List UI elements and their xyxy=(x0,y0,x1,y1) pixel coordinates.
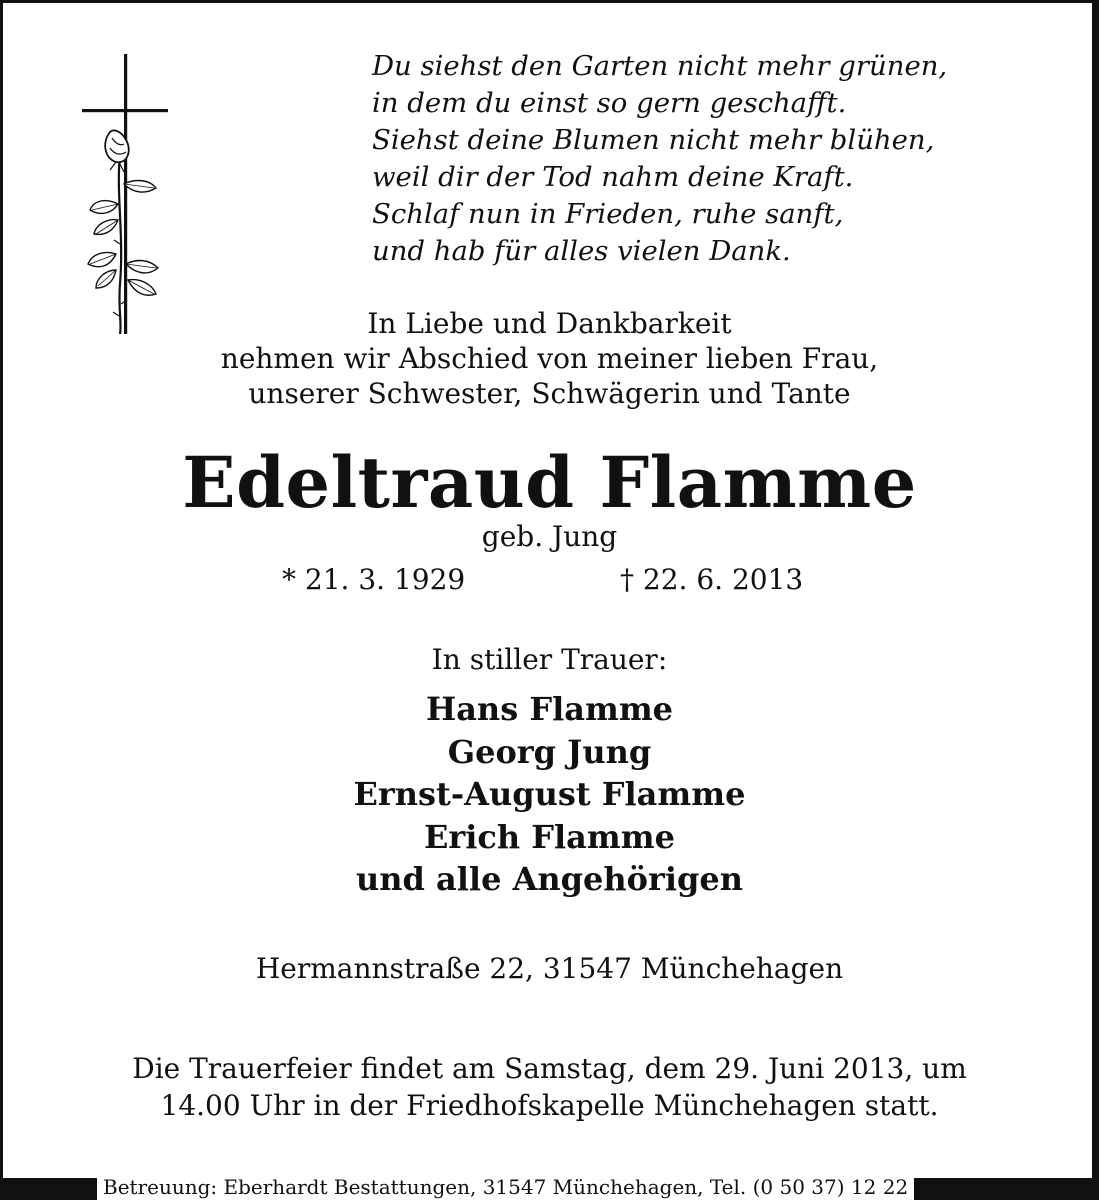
intro-line: In Liebe und Dankbarkeit xyxy=(367,307,732,340)
service-line: 14.00 Uhr in der Friedhofskapelle Münchehagen statt. xyxy=(160,1089,939,1122)
mourner-name: Georg Jung xyxy=(447,732,652,771)
poem-line: in dem du einst so gern geschafft. xyxy=(372,87,847,119)
poem-line: und hab für alles vielen Dank. xyxy=(372,235,791,267)
cross-with-rose-icon xyxy=(80,54,180,339)
deceased-name: Edeltraud Flamme xyxy=(182,441,917,524)
intro-line: nehmen wir Abschied von meiner lieben Frau, xyxy=(220,342,879,375)
mourner-name: Ernst-August Flamme xyxy=(353,775,746,813)
mourning-label: In stiller Trauer: xyxy=(431,643,668,676)
poem xyxy=(372,48,947,270)
mourners-list xyxy=(0,688,1099,901)
intro-text xyxy=(0,306,1099,411)
service-line: Die Trauerfeier findet am Samstag, dem 29. Juni 2013, um xyxy=(132,1052,967,1085)
maiden-name: geb. Jung xyxy=(481,520,618,553)
poem-line: Siehst deine Blumen nicht mehr blühen, xyxy=(372,124,935,156)
mourner-name: Erich Flamme xyxy=(424,817,675,856)
intro-line: unserer Schwester, Schwägerin und Tante xyxy=(248,377,851,410)
birth-date: * 21. 3. 1929 xyxy=(282,563,466,596)
funeral-home-credit: Betreuung: Eberhardt Bestattungen, 31547 Münchehagen, Tel. (0 50 37) 12 22 xyxy=(97,1174,914,1200)
address: Hermannstraße 22, 31547 Münchehagen xyxy=(255,952,844,985)
mourner-name: Hans Flamme xyxy=(425,690,674,728)
poem-line: Schlaf nun in Frieden, ruhe sanft, xyxy=(372,198,844,230)
death-date: † 22. 6. 2013 xyxy=(620,563,804,596)
mourner-name: und alle Angehörigen xyxy=(355,860,744,898)
poem-line: Du siehst den Garten nicht mehr grünen, xyxy=(372,50,948,82)
poem-line: weil dir der Tod nahm deine Kraft. xyxy=(372,161,854,193)
funeral-service-info xyxy=(0,1050,1099,1124)
